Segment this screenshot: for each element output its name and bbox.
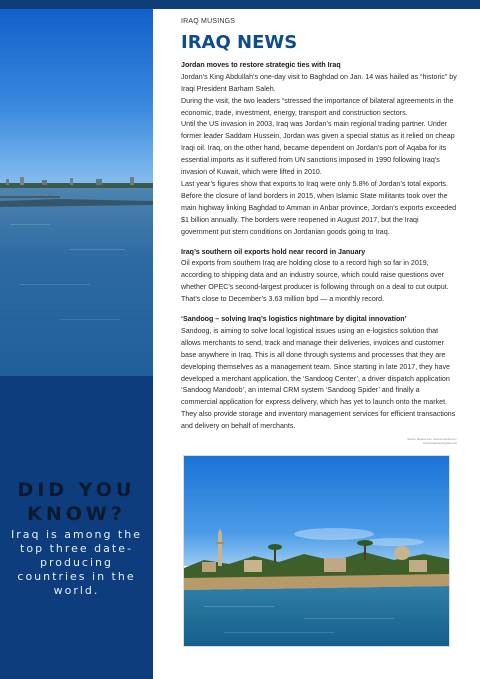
- did-you-know-title: DID YOU KNOW?: [17, 479, 136, 525]
- tigris-river-photo: [183, 455, 450, 647]
- source-note: Source: Reuters.com, www.al-monitor.com, www.insightiraq.blogspot.com: [407, 438, 457, 445]
- article-headline: ‘Sandoog – solving Iraq’s logistics nightmare by digital innovation’: [181, 315, 407, 324]
- article-paragraph: Oil exports from southern Iraq are holding close to a record high so far in 2019, according to shipping data and an industry source, which could raise questions over whether OPEC’s second-largest producer is following through on a deal to cut output. That’s close to December’s 3.63 million bpd — a monthly record.: [181, 259, 449, 304]
- article-paragraph: Last year’s figures show that exports to Iraq were only 5.8% of Jordan’s total exports. Before the closure of land borders in 2015, when Islamic State militants took over the main highway linking Baghdad to Amman in Anbar province, Jordan’s exports exceeded $1 billion annually. The borders were reopened in August 2017, but the Iraqi government put stern conditions on Jordanian goods going to Iraq.: [181, 179, 457, 236]
- article-oil-exports: [181, 247, 457, 307]
- article-jordan: [181, 60, 457, 239]
- page-title: IRAQ NEWS: [181, 31, 298, 53]
- left-column: [0, 9, 153, 679]
- article-paragraph: Sandoog, is aiming to solve local logistical issues using an e-logistics solution that allows merchants to send, track and manage their deliveries, invoices and customer base anywhere in Iraq. This is all done through systems and processes that they are developing themselves as a management team. Since starting in late 2017, they have developed a merchant application, the ‘Sandoog Center’, a driver dispatch application ‘Sandoog Mandoob’, an internal CRM system ‘Sandoog Spider’ and finally a commercial application for express delivery, which has yet to launch onto the market. They also provide storage and inventory management services for efficient transactions and delivery on behalf of merchants.: [181, 326, 456, 431]
- did-you-know-text: Iraq is among the top three date-producing countries in the world.: [11, 528, 142, 597]
- section-kicker: IRAQ MUSINGS: [181, 18, 236, 25]
- article-paragraph: During the visit, the two leaders “stressed the importance of bilateral agreements in the economic, trade, investment, energy, transport and construction sectors.: [181, 96, 454, 117]
- baghdad-skyline-photo: [0, 9, 153, 376]
- top-color-band: [0, 0, 480, 9]
- did-you-know-panel: [0, 376, 153, 679]
- article-headline: Iraq’s southern oil exports hold near record in January: [181, 247, 366, 256]
- article-paragraph: Jordan’s King Abdullah’s one-day visit to Baghdad on Jan. 14 was hailed as “historic” by Iraqi President Barham Saleh.: [181, 72, 457, 93]
- article-paragraph: Until the US invasion in 2003, Iraq was Jordan’s main regional trading partner. Under former leader Saddam Hussein, Jordan was given a special status as it relied on cheap Iraqi oil. Iraq, on the other hand, became dependent on Jordan’s port of Aqaba for its essential imports as it suffered from UN sanctions imposed in 1990 following Iraq’s invasion of Kuwait, which were lifted in 2010.: [181, 120, 455, 177]
- article-sandoog: [181, 314, 457, 433]
- article-headline: Jordan moves to restore strategic ties with Iraq: [181, 60, 341, 69]
- news-column: [181, 16, 457, 433]
